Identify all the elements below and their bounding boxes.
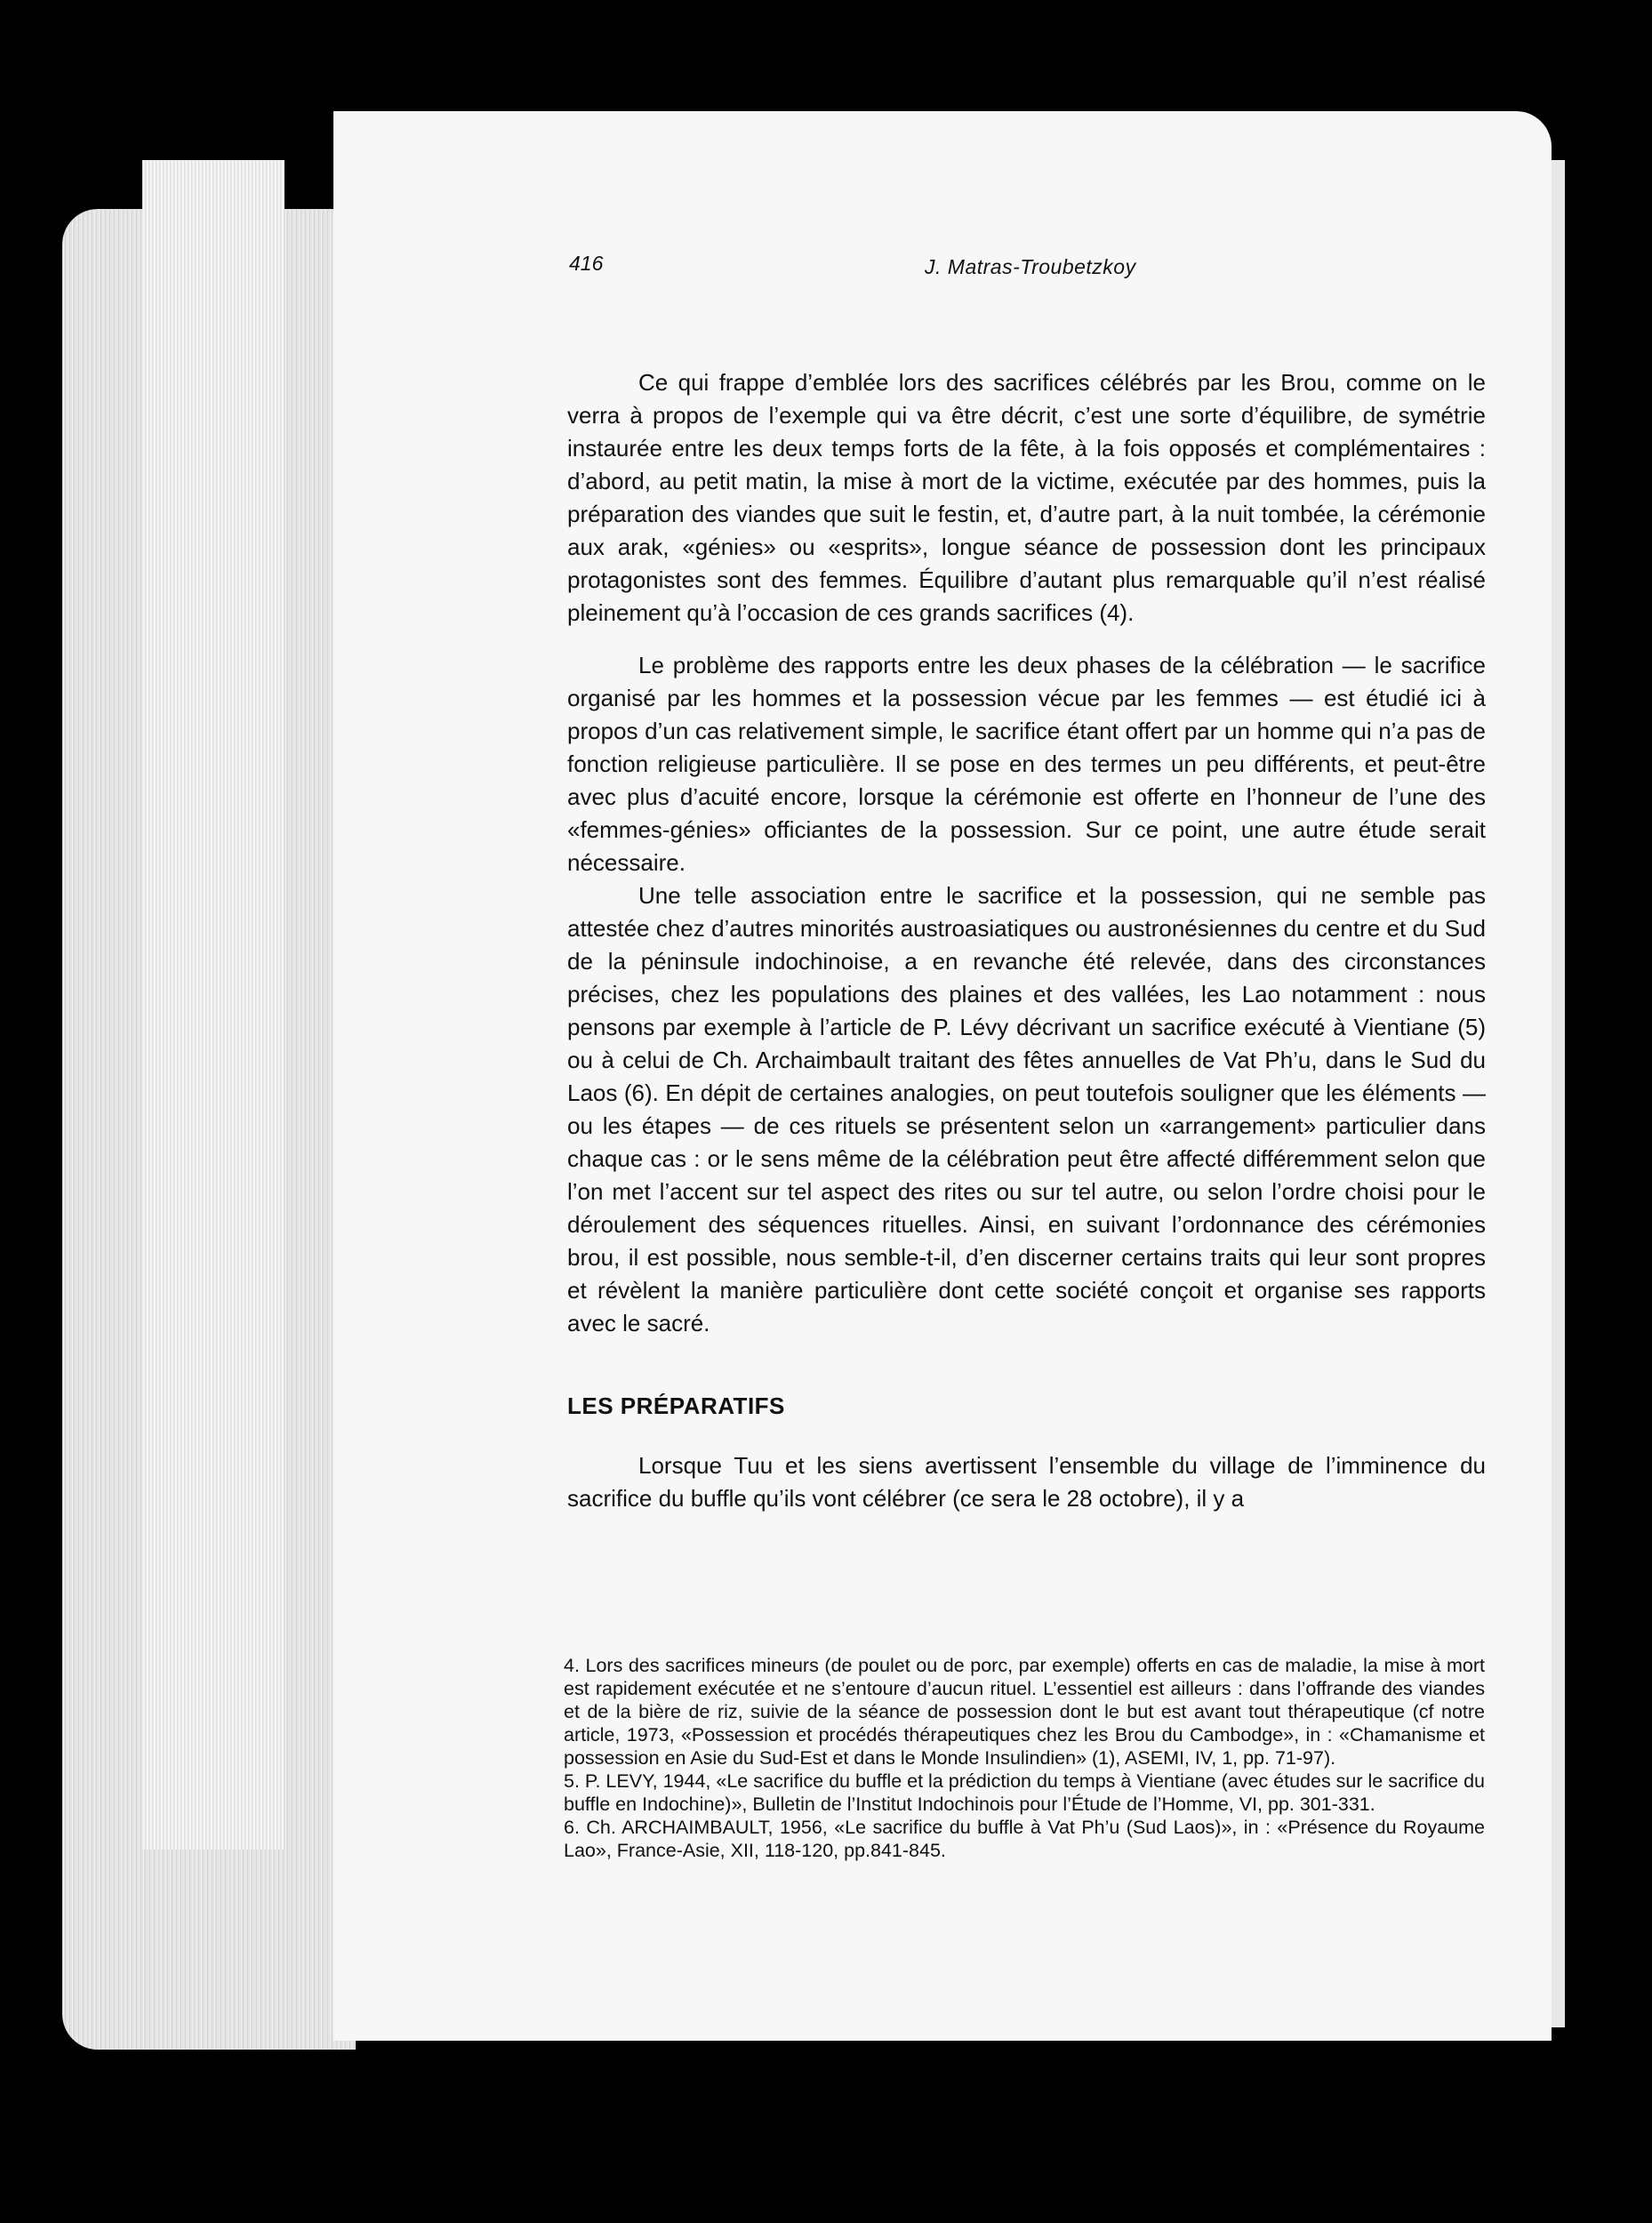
footnote-4: 4. Lors des sacrifices mineurs (de poulet ou de porc, par exemple) offerts en cas de maladie, la mise à mort est rapidement exécutée et ne s’entoure d’aucun rituel. L’essentiel est ailleurs : dans l’offrande des viandes et de la bière de riz, suivie de la séance de possession dont le but est avant tout thérapeutique (cf notre article, 1973, «Possession et procédés thérapeutiques chez les Brou du Cambodge», in : «Chamanisme et possession en Asie du Sud-Est et dans le Monde Insulindien» (1), ASEMI, IV, 1, pp. 71-97). xyxy=(564,1655,1485,1769)
paragraph-1: Ce qui frappe d’emblée lors des sacrifices célébrés par les Brou, comme on le verra à propos de l’exemple qui va être décrit, c’est une sorte d’équilibre, de symétrie instaurée entre les deux temps forts de la fête, à la fois opposés et complémentaires : d’abord, au petit matin, la mise à mort de la victime, exécutée par des hommes, puis la préparation des viandes que suit le festin, et, d’autre part, à la nuit tombée, la cérémonie aux arak, «génies» ou «esprits», longue séance de possession dont les principaux protagonistes sont des femmes. Équilibre d’autant plus remarquable qu’il n’est réalisé pleinement qu’à l’occasion de ces grands sacrifices (4). xyxy=(567,369,1486,626)
footnote-6: 6. Ch. ARCHAIMBAULT, 1956, «Le sacrifice du buffle à Vat Ph’u (Sud Laos)», in : «Présence du Royaume Lao», France-Asie, XII, 118-120, pp.841-845. xyxy=(564,1817,1485,1861)
body-text xyxy=(567,366,1486,1515)
paragraph-3: Une telle association entre le sacrifice et la possession, qui ne semble pas attestée chez d’autres minorités austroasiatiques ou austronésiennes du centre et du Sud de la péninsule indochinoise, a en revanche été relevée, dans des circonstances précises, chez les populations des plaines et des vallées, les Lao notamment : nous pensons par exemple à l’article de P. Lévy décrivant un sacrifice exécuté à Vientiane (5) ou à celui de Ch. Archaimbault traitant des fêtes annuelles de Vat Ph’u, dans le Sud du Laos (6). En dépit de certaines analogies, on peut toutefois souligner que les éléments — ou les étapes — de ces rituels se présentent selon un «arrangement» particulier dans chaque cas : or le sens même de la célébration peut être affecté différemment selon que l’on met l’accent sur tel aspect des rites ou sur tel autre, ou selon l’ordre choisi pour le déroulement des séquences rituelles. Ainsi, en suivant l’ordonnance des cérémonies brou, il est possible, nous semble-t-il, d’en discerner certains traits qui leur sont propres et révèlent la manière particulière dont cette société conçoit et organise ses rapports avec le sacré. xyxy=(567,882,1486,1336)
section-heading: LES PRÉPARATIFS xyxy=(567,1392,785,1419)
footnotes xyxy=(564,1654,1485,1862)
paragraph-4: Lorsque Tuu et les siens avertissent l’ensemble du village de l’imminence du sacrifice du buffle qu’ils vont célébrer (ce sera le 28 octobre), il y a xyxy=(567,1452,1486,1512)
footnote-5: 5. P. LEVY, 1944, «Le sacrifice du buffle et la prédiction du temps à Vientiane (avec études sur le sacrifice du buffle en Indochine)», Bulletin de l’Institut Indochinois pour l’Étude de l’Homme, VI, pp. 301-331. xyxy=(564,1770,1485,1815)
page-header xyxy=(569,252,1174,282)
page-right-edge xyxy=(1552,160,1565,2027)
paragraph-2: Le problème des rapports entre les deux phases de la célébration — le sacrifice organisé par les hommes et la possession vécue par les femmes — est étudié ici à propos d’un cas relativement simple, le sacrifice étant offert par un homme qui n’a pas de fonction religieuse particulière. Il se pose en des termes un peu différents, et peut-être avec plus d’acuité encore, lorsque la cérémonie est offerte en l’honneur de l’une des «femmes-génies» officiantes de la possession. Sur ce point, une autre étude serait nécessaire. xyxy=(567,652,1486,876)
page-number: 416 xyxy=(569,252,604,275)
page-stack-inner xyxy=(142,160,285,1850)
running-head: J. Matras-Troubetzkoy xyxy=(925,255,1136,278)
